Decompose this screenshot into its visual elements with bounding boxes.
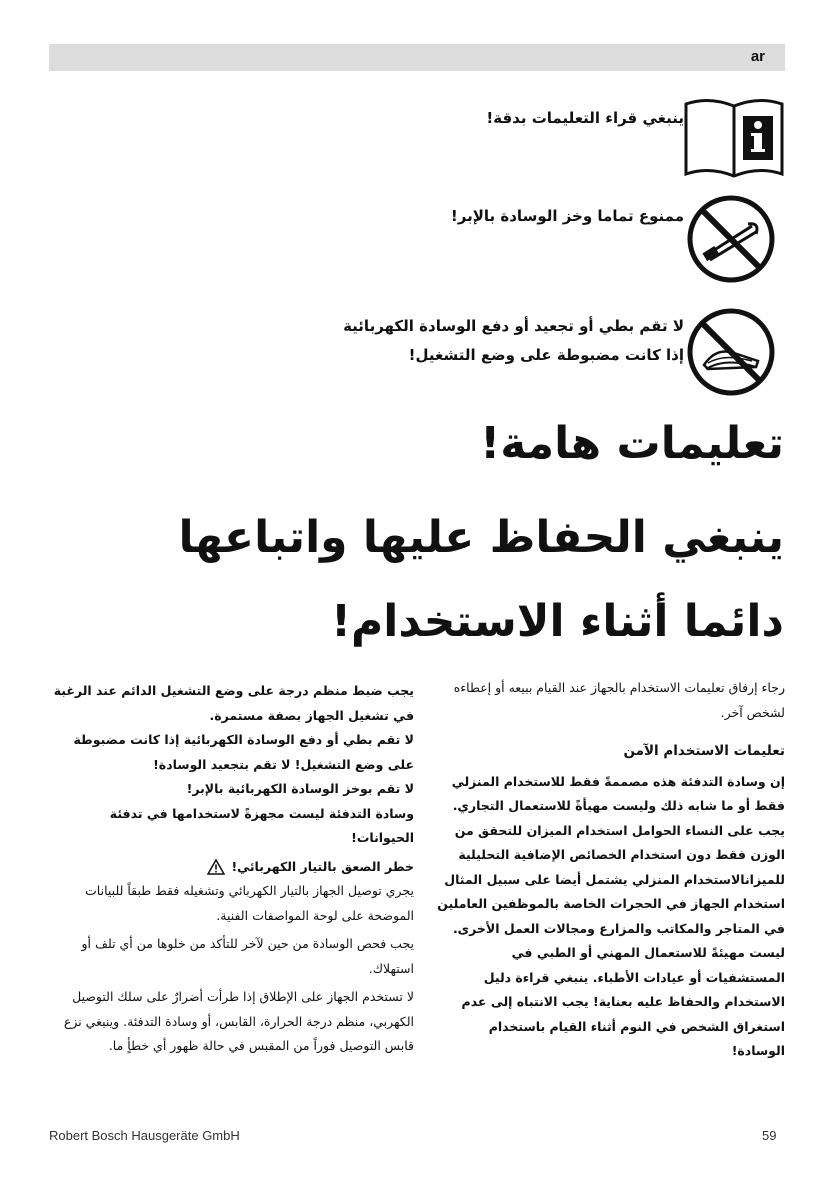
connection-note: يجري توصيل الجهاز بالتيار الكهربائي وتشغيله فقط طبقاً للبيانات الموضحة على لوحة المواصفات الفنية.	[85, 883, 414, 923]
animals-note: وسادة التدفئة ليست مجهزةً لاستخدامها في تدفئة الحيوانات!	[109, 805, 414, 845]
no-pins-note: لا تقم بوخز الوسادة الكهربائية بالإبر!	[186, 781, 414, 796]
notice-no-folding: لا تقم بطي أو تجعيد أو دفع الوسادة الكهربائية إذا كانت مضبوطة على وضع التشغيل!	[343, 317, 684, 364]
regulator-note: يجب ضبط منظم درجة على وضع التشغيل الدائم عند الرغبة في تشغيل الجهاز بصفة مستمرة.	[53, 683, 414, 723]
no-folding-icon	[686, 307, 776, 397]
right-column	[436, 676, 785, 1064]
no-folding-note: لا تقم بطي أو دفع الوسادة الكهربائية إذا كانت مضبوطة على وضع التشغيل! لا تقم بتجعيد الوسادة!	[73, 732, 414, 772]
page-number: 59	[762, 1128, 777, 1143]
damage-note: لا تستخدم الجهاز على الإطلاق إذا طرأت أضرارٌ على سلك التوصيل الكهربي، منظم درجة الحرارة، القابس، أو وسادة التدفئة. وينبغي نزع قابس التوصيل فوراً من المقبس في حالة ظهور أي خطأٍ ما.	[63, 989, 414, 1053]
headline-line-3: دائما أثناء الاستخدام!	[330, 596, 784, 647]
language-code: ar	[750, 48, 765, 65]
left-column	[49, 679, 414, 1059]
safe-use-heading: تعليمات الاستخدام الآمن	[623, 743, 785, 759]
notice-read-instructions: ينبغي قراء التعليمات بدقة!	[486, 109, 684, 127]
no-pins-icon	[686, 194, 776, 284]
info-book-icon	[683, 96, 785, 178]
resale-note: رجاء إرفاق تعليمات الاستخدام بالجهاز عند القيام ببيعه أو إعطاءه لشخص آخر.	[453, 680, 785, 720]
headline-line-2: ينبغي الحفاظ عليها واتباعها	[178, 512, 784, 563]
electric-shock-heading: خطر الصعق بالتيار الكهربائي!	[49, 855, 414, 880]
inspection-note: يجب فحص الوسادة من حين لآخر للتأكد من خلوها من أي تلف أو استهلاك.	[81, 936, 414, 976]
safe-use-text: إن وسادة التدفئة هذه مصممةً فقط للاستخدام المنزلي فقط أو ما شابه ذلك وليست مهيأةً للاستعمال التجاري. يجب على النساء الحوامل استخدام الميزان للتحقق من الوزن فقط دون استخدام الخصائص الإضافية التحليلية للميزانالاستخدام المنزلي يشتمل أيضا على سبيل المثال استخدام الجهاز في الحجرات الخاصة بالموظفين العاملين في المتاجر والمكاتب والمزارع ومجالات العمل الأخرى. ليست مهيئةً للاستعمال المهني أو الطبي في المستشفيات أو عيادات الأطباء. ينبغي قراءة دليل الاستخدام والحفاظ عليه بعناية! يجب الانتباه إلى عدم استغراق الشخص في النوم أثناء القيام باستخدام الوسادة!	[437, 773, 785, 1058]
notice-no-pins: ممنوع تماما وخز الوسادة بالإبر!	[450, 207, 684, 225]
warning-triangle-icon	[207, 859, 225, 875]
headline-line-1: تعليمات هامة!	[480, 418, 784, 469]
footer-company: Robert Bosch Hausgeräte GmbH	[49, 1128, 240, 1143]
language-bar	[49, 44, 785, 71]
